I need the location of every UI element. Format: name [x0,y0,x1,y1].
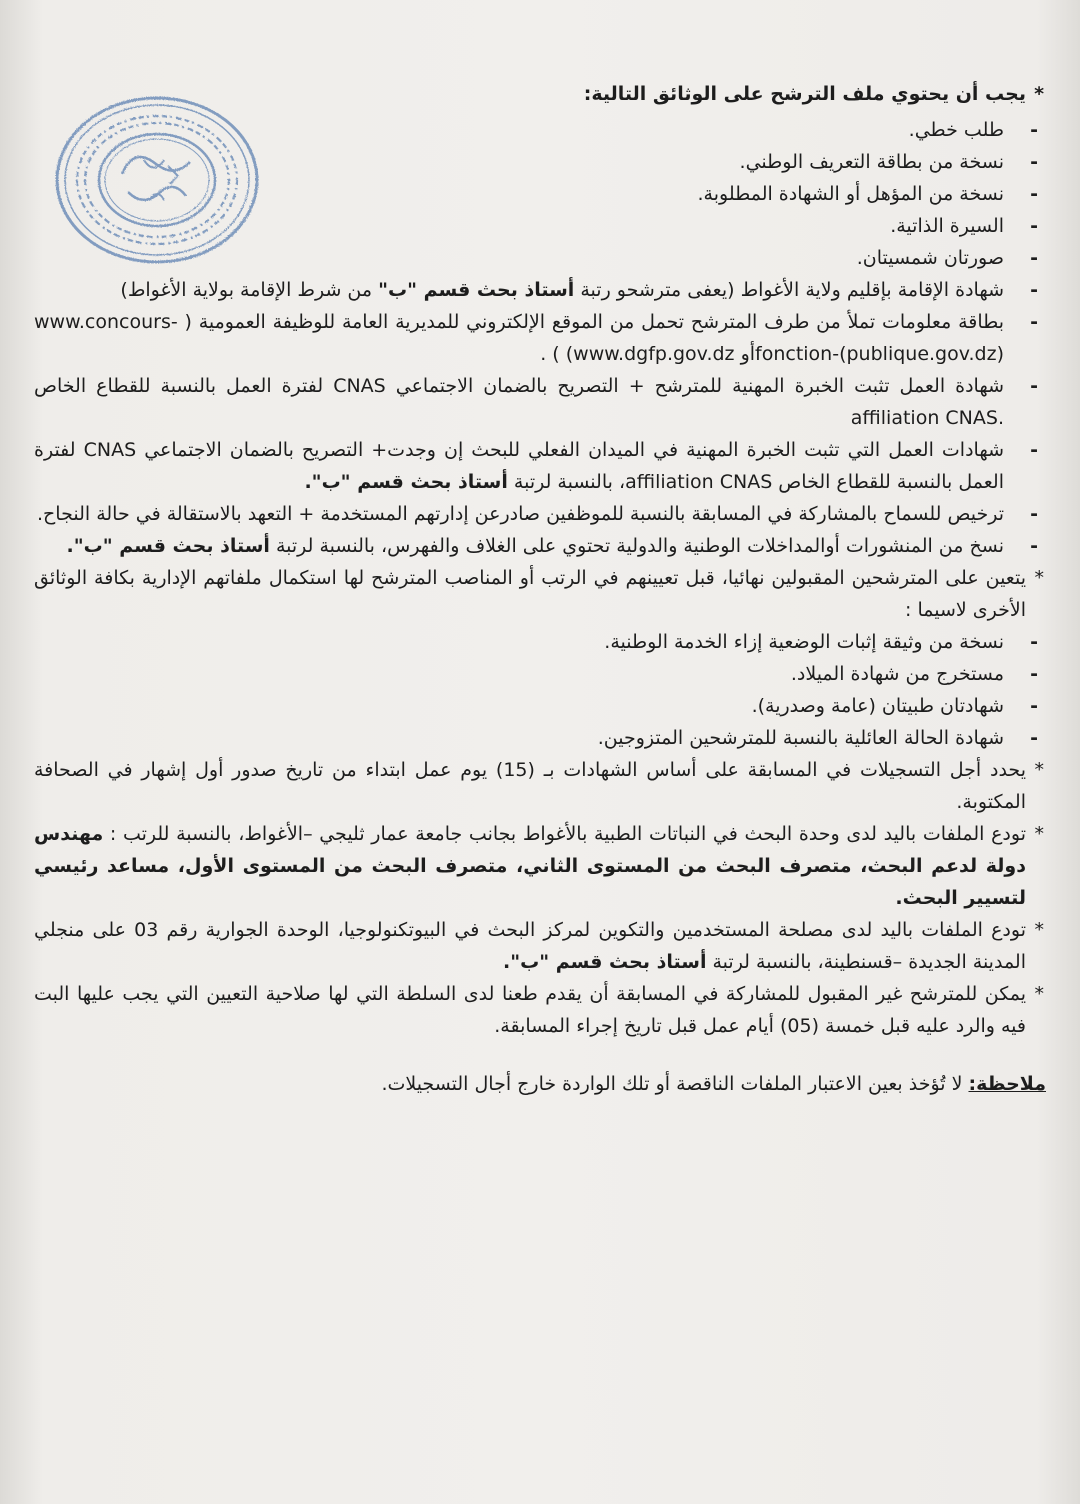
employer-permit-item: - ترخيص للسماح بالمشاركة في المسابقة بالنسبة للموظفين صادرعن إدارتهم المستخدمة + التعهد بالاستقالة في حالة النجاح. [34,498,1046,530]
list-item: - نسخة من المؤهل أو الشهادة المطلوبة. [34,178,1046,210]
deadline-paragraph: * يحدد أجل التسجيلات في المسابقة على أساس الشهادات بـ (15) يوم عمل ابتداء من تاريخ صدور أول إشهار في الصحافة المكتوبة. [34,754,1046,818]
required-documents-heading: * يجب أن يحتوي ملف الترشح على الوثائق التالية: [34,78,1046,110]
note-paragraph [34,1068,1046,1100]
url-link: (www.dgfp.gov.dz [565,343,735,365]
list-item: - نسخة من بطاقة التعريف الوطني. [34,146,1046,178]
deposit-laghouat-paragraph: * تودع الملفات باليد لدى وحدة البحث في النباتات الطبية بالأغواط بجانب جامعة عمار ثليجي –الأغواط، بالنسبة للرتب : مهندس دولة لدعم البحث، متصرف البحث من المستوى الثاني، متصرف البحث من المستوى الأول، مساعد رئيسي لتسيير البحث. [34,818,1046,914]
research-certificates-item: - شهادات العمل التي تثبت الخبرة المهنية في الميدان الفعلي للبحث إن وجدت+ التصريح بالضمان الاجتماعي CNAS لفترة العمل بالنسبة للقطاع الخاص affiliation CNAS، بالنسبة لرتبة أستاذ بحث قسم "ب". [34,434,1046,498]
info-card-item: - بطاقة معلومات تملأ من طرف المترشح تحمل من الموقع الإلكتروني للمديرية العامة للوظيفة العمومية ( www.concours-fonction-(publique.gov.dz)أو (www.dgfp.gov.dz ) . [34,306,1046,370]
note-label: ملاحظة: [968,1073,1046,1095]
required-documents-list [34,114,1046,562]
list-item: - شهادتان طبيتان (عامة وصدرية). [34,690,1046,722]
list-item: - شهادة الحالة العائلية بالنسبة للمترشحين المتزوجين. [34,722,1046,754]
list-item: - مستخرج من شهادة الميلاد. [34,658,1046,690]
list-item: - نسخة من وثيقة إثبات الوضعية إزاء الخدمة الوطنية. [34,626,1046,658]
final-admission-paragraph: * يتعين على المترشحين المقبولين نهائيا، قبل تعيينهم في الرتب أو المناصب المترشح لها استكمال ملفاتهم الإدارية بكافة الوثائق الأخرى لاسيما : [34,562,1046,626]
publications-item: - نسخ من المنشورات أوالمداخلات الوطنية والدولية تحتوي على الغلاف والفهرس، بالنسبة لرتبة أستاذ بحث قسم "ب". [34,530,1046,562]
list-item: - طلب خطي. [34,114,1046,146]
final-documents-list [34,626,1046,754]
url-link: www.concours-fonction-(publique.gov.dz) [34,311,1004,365]
deposit-constantine-paragraph: * تودع الملفات باليد لدى مصلحة المستخدمين والتكوين لمركز البحث في البيوتكنولوجيا، الوحدة الجوارية رقم 03 على منجلي المدينة الجديدة –قسنطينة، بالنسبة لرتبة أستاذ بحث قسم "ب". [34,914,1046,978]
work-certificate-item: - شهادة العمل تثبت الخبرة المهنية للمترشح + التصريح بالضمان الاجتماعي CNAS لفترة العمل بالنسبة للقطاع الخاص affiliation CNAS. [34,370,1046,434]
list-item: - السيرة الذاتية. [34,210,1046,242]
list-item: - صورتان شمسيتان. [34,242,1046,274]
note-text: لا تُؤخذ بعين الاعتبار الملفات الناقصة أو تلك الواردة خارج أجال التسجيلات. [381,1073,969,1095]
appeal-paragraph: * يمكن للمترشح غير المقبول للمشاركة في المسابقة أن يقدم طعنا لدى السلطة التي لها صلاحية التعيين التي يجب عليها البت فيه والرد عليه قبل خمسة (05) أيام عمل قبل تاريخ إجراء المسابقة. [34,978,1046,1042]
residence-certificate-item: - شهادة الإقامة بإقليم ولاية الأغواط (يعفى مترشحو رتبة أستاذ بحث قسم "ب" من شرط الإقامة بولاية الأغواط) [34,274,1046,306]
document-body [34,78,1046,1100]
